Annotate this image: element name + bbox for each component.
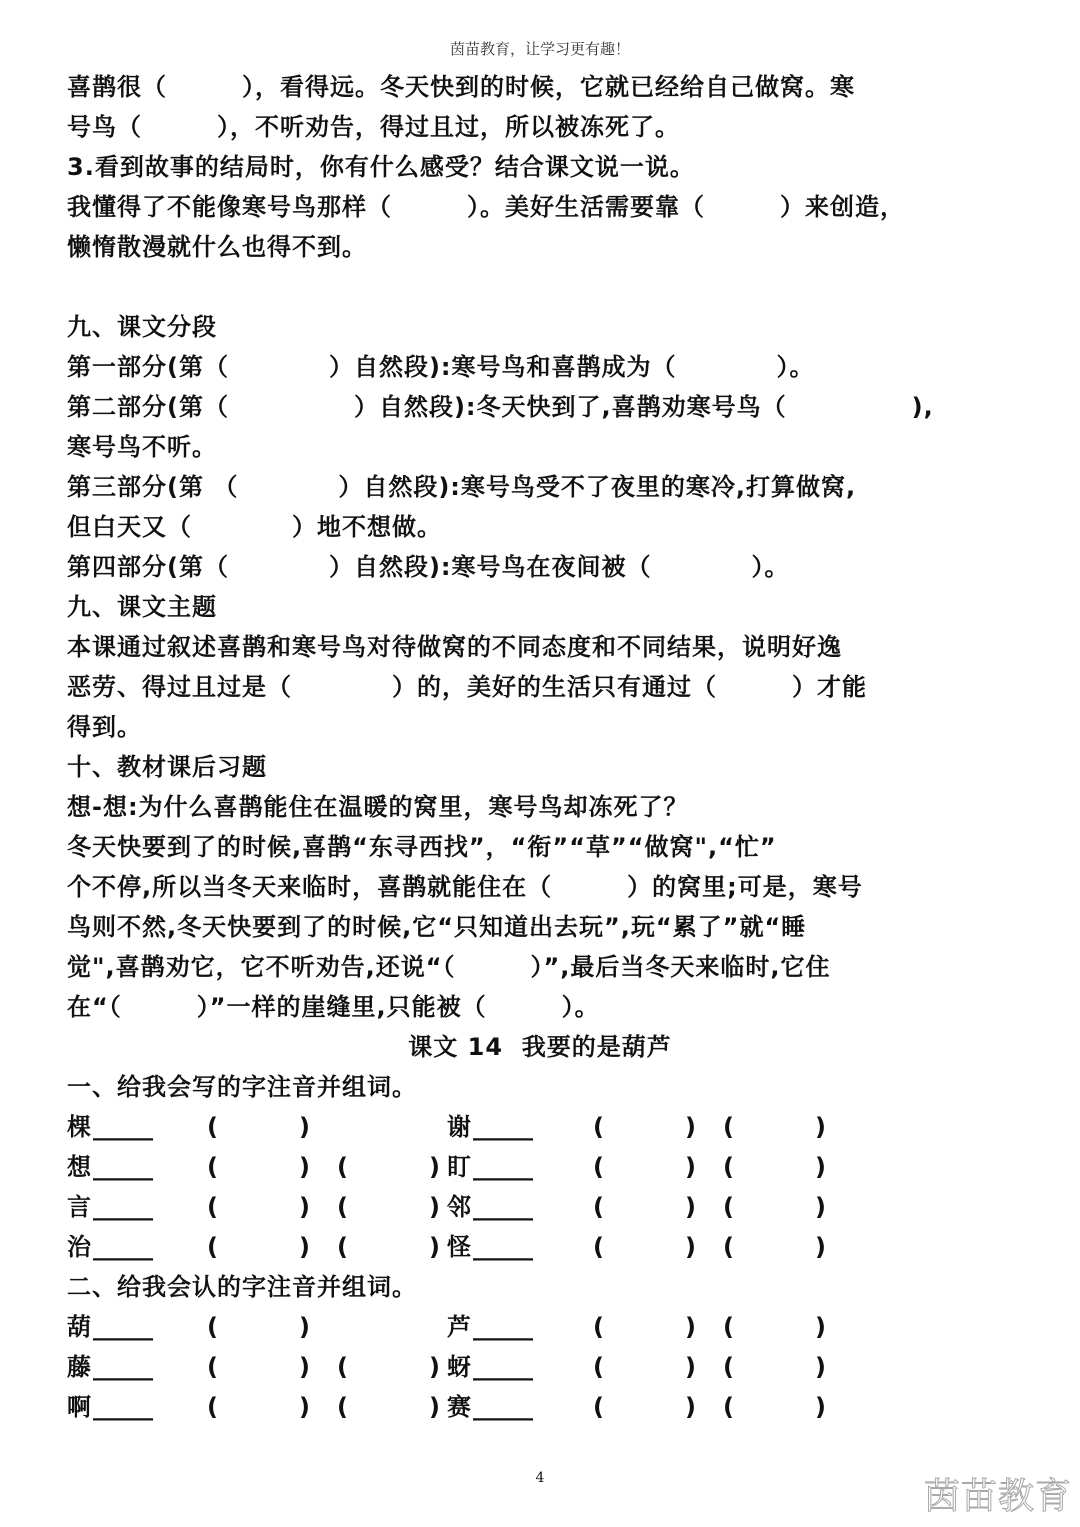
- pinyin-blank[interactable]: _____: [93, 1393, 153, 1421]
- text-line: 本课通过叙述喜鹊和寒号鸟对待做窝的不同态度和不同结果，说明好逸: [67, 633, 842, 661]
- pinyin-blank[interactable]: _____: [473, 1393, 533, 1421]
- pinyin-blank[interactable]: _____: [473, 1313, 533, 1341]
- word-paren-close[interactable]: ): [429, 1193, 440, 1221]
- word-paren-close[interactable]: ): [815, 1233, 826, 1261]
- word-paren-open[interactable]: (: [593, 1313, 604, 1341]
- text-line: 我懂得了不能像寒号鸟那样（ ）。美好生活需要靠（ ）来创造，: [67, 193, 905, 221]
- word-paren-open[interactable]: (: [723, 1393, 734, 1421]
- text-line: 想-想:为什么喜鹊能住在温暖的窝里，寒号鸟却冻死了？: [67, 793, 689, 821]
- word-paren-open[interactable]: (: [723, 1153, 734, 1181]
- page-header: 茵苗教育，让学习更有趣！: [449, 40, 630, 58]
- pinyin-blank[interactable]: _____: [473, 1353, 533, 1381]
- section2-title: 二、给我会认的字注音并组词。: [67, 1273, 417, 1301]
- word-paren-open[interactable]: (: [723, 1353, 734, 1381]
- text-line: 恶劳、得过且过是（ ）的，美好的生活只有通过（ ）才能: [67, 673, 867, 701]
- lesson-title: 课文 14 我要的是葫芦: [408, 1033, 672, 1061]
- grid-character: 怪: [447, 1233, 471, 1261]
- word-paren-close[interactable]: ): [429, 1353, 440, 1381]
- text-line: 第二部分(第（ ）自然段):冬天快到了,喜鹊劝寒号鸟（ ),: [67, 393, 934, 421]
- word-paren-open[interactable]: (: [593, 1153, 604, 1181]
- word-paren-close[interactable]: ): [685, 1193, 696, 1221]
- word-paren-close[interactable]: ): [685, 1393, 696, 1421]
- text-line: 得到。: [67, 713, 142, 741]
- word-paren-close[interactable]: ): [299, 1233, 310, 1261]
- word-paren-close[interactable]: ): [815, 1353, 826, 1381]
- word-paren-open[interactable]: (: [593, 1113, 604, 1141]
- word-paren-open[interactable]: (: [723, 1233, 734, 1261]
- pinyin-blank[interactable]: _____: [93, 1153, 153, 1181]
- word-paren-open[interactable]: (: [593, 1233, 604, 1261]
- word-paren-close[interactable]: ): [815, 1113, 826, 1141]
- text-line: 在“（ ）”一样的崖缝里,只能被（ ）。: [67, 993, 600, 1021]
- word-paren-open[interactable]: (: [723, 1193, 734, 1221]
- word-paren-open[interactable]: (: [593, 1393, 604, 1421]
- word-paren-open[interactable]: (: [207, 1233, 218, 1261]
- grid-character: 想: [67, 1153, 91, 1181]
- word-paren-open[interactable]: (: [337, 1233, 348, 1261]
- word-paren-open[interactable]: (: [207, 1153, 218, 1181]
- word-paren-close[interactable]: ): [685, 1313, 696, 1341]
- word-paren-open[interactable]: (: [207, 1313, 218, 1341]
- pinyin-blank[interactable]: _____: [473, 1233, 533, 1261]
- pinyin-blank[interactable]: _____: [473, 1193, 533, 1221]
- pinyin-blank[interactable]: _____: [93, 1233, 153, 1261]
- text-line: 第四部分(第（ ）自然段):寒号鸟在夜间被（ ）。: [67, 553, 790, 581]
- text-line: 懒惰散漫就什么也得不到。: [67, 233, 367, 261]
- text-line: 号鸟（ ），不听劝告，得过且过，所以被冻死了。: [67, 113, 680, 141]
- word-paren-close[interactable]: ): [299, 1393, 310, 1421]
- word-paren-open[interactable]: (: [337, 1393, 348, 1421]
- word-paren-close[interactable]: ): [299, 1313, 310, 1341]
- word-paren-open[interactable]: (: [337, 1193, 348, 1221]
- word-paren-close[interactable]: ): [299, 1113, 310, 1141]
- text-line: 九、课文分段: [67, 313, 217, 341]
- pinyin-blank[interactable]: _____: [93, 1193, 153, 1221]
- grid-character: 言: [67, 1193, 91, 1221]
- text-line: 鸟则不然,冬天快要到了的时候,它“只知道出去玩”,玩“累了”就“睡: [67, 913, 807, 941]
- pinyin-blank[interactable]: _____: [93, 1113, 153, 1141]
- word-paren-open[interactable]: (: [723, 1113, 734, 1141]
- word-paren-close[interactable]: ): [815, 1153, 826, 1181]
- text-line: 第一部分(第（ ）自然段):寒号鸟和喜鹊成为（ ）。: [67, 353, 815, 381]
- watermark-logo: 茵苗教育: [924, 1476, 1073, 1517]
- word-paren-open[interactable]: (: [207, 1393, 218, 1421]
- grid-character: 盯: [447, 1153, 471, 1181]
- word-paren-open[interactable]: (: [593, 1353, 604, 1381]
- word-paren-close[interactable]: ): [299, 1353, 310, 1381]
- grid-character: 棵: [67, 1113, 91, 1141]
- word-paren-close[interactable]: ): [685, 1113, 696, 1141]
- grid-character: 葫: [67, 1313, 91, 1341]
- word-paren-open[interactable]: (: [207, 1113, 218, 1141]
- word-paren-open[interactable]: (: [723, 1313, 734, 1341]
- pinyin-blank[interactable]: _____: [473, 1113, 533, 1141]
- word-paren-close[interactable]: ): [299, 1153, 310, 1181]
- grid-character: 啊: [67, 1393, 91, 1421]
- text-line: 寒号鸟不听。: [67, 433, 217, 461]
- text-line: 觉",喜鹊劝它，它不听劝告,还说“（ ）”,最后当冬天来临时,它住: [67, 953, 831, 981]
- word-paren-open[interactable]: (: [337, 1353, 348, 1381]
- grid-character: 赛: [447, 1393, 471, 1421]
- text-line: 九、课文主题: [67, 593, 217, 621]
- word-paren-close[interactable]: ): [815, 1193, 826, 1221]
- section1-title: 一、给我会写的字注音并组词。: [67, 1073, 417, 1101]
- grid-character: 蚜: [447, 1353, 471, 1381]
- pinyin-blank[interactable]: _____: [93, 1313, 153, 1341]
- text-line: 但白天又（ ）地不想做。: [67, 513, 442, 541]
- word-paren-close[interactable]: ): [815, 1393, 826, 1421]
- word-paren-close[interactable]: ): [685, 1353, 696, 1381]
- pinyin-blank[interactable]: _____: [93, 1353, 153, 1381]
- page-number: 4: [535, 1470, 545, 1486]
- word-paren-close[interactable]: ): [815, 1313, 826, 1341]
- word-paren-close[interactable]: ): [685, 1233, 696, 1261]
- word-paren-open[interactable]: (: [593, 1193, 604, 1221]
- text-line: 个不停,所以当冬天来临时，喜鹊就能住在（ ）的窝里;可是，寒号: [67, 873, 863, 901]
- grid-character: 治: [67, 1233, 91, 1261]
- grid-character: 芦: [447, 1313, 471, 1341]
- word-paren-close[interactable]: ): [429, 1233, 440, 1261]
- word-paren-open[interactable]: (: [207, 1353, 218, 1381]
- word-paren-close[interactable]: ): [429, 1153, 440, 1181]
- word-paren-open[interactable]: (: [337, 1153, 348, 1181]
- text-line: 喜鹊很（ ），看得远。冬天快到的时候，它就已经给自己做窝。寒: [67, 73, 855, 101]
- word-paren-open[interactable]: (: [207, 1193, 218, 1221]
- word-paren-close[interactable]: ): [299, 1193, 310, 1221]
- text-line: 冬天快要到了的时候,喜鹊“东寻西找”，“衔”“草”“做窝",“忙”: [67, 833, 777, 861]
- text-line: 3.看到故事的结局时，你有什么感受？结合课文说一说。: [67, 153, 695, 181]
- text-line: 十、教材课后习题: [67, 753, 267, 781]
- grid-character: 邻: [447, 1193, 471, 1221]
- pinyin-blank[interactable]: _____: [473, 1153, 533, 1181]
- text-line: 第三部分(第 （ ）自然段):寒号鸟受不了夜里的寒冷,打算做窝,: [67, 473, 857, 501]
- grid-character: 藤: [67, 1353, 91, 1381]
- word-paren-close[interactable]: ): [685, 1153, 696, 1181]
- word-paren-close[interactable]: ): [429, 1393, 440, 1421]
- grid-character: 谢: [447, 1113, 471, 1141]
